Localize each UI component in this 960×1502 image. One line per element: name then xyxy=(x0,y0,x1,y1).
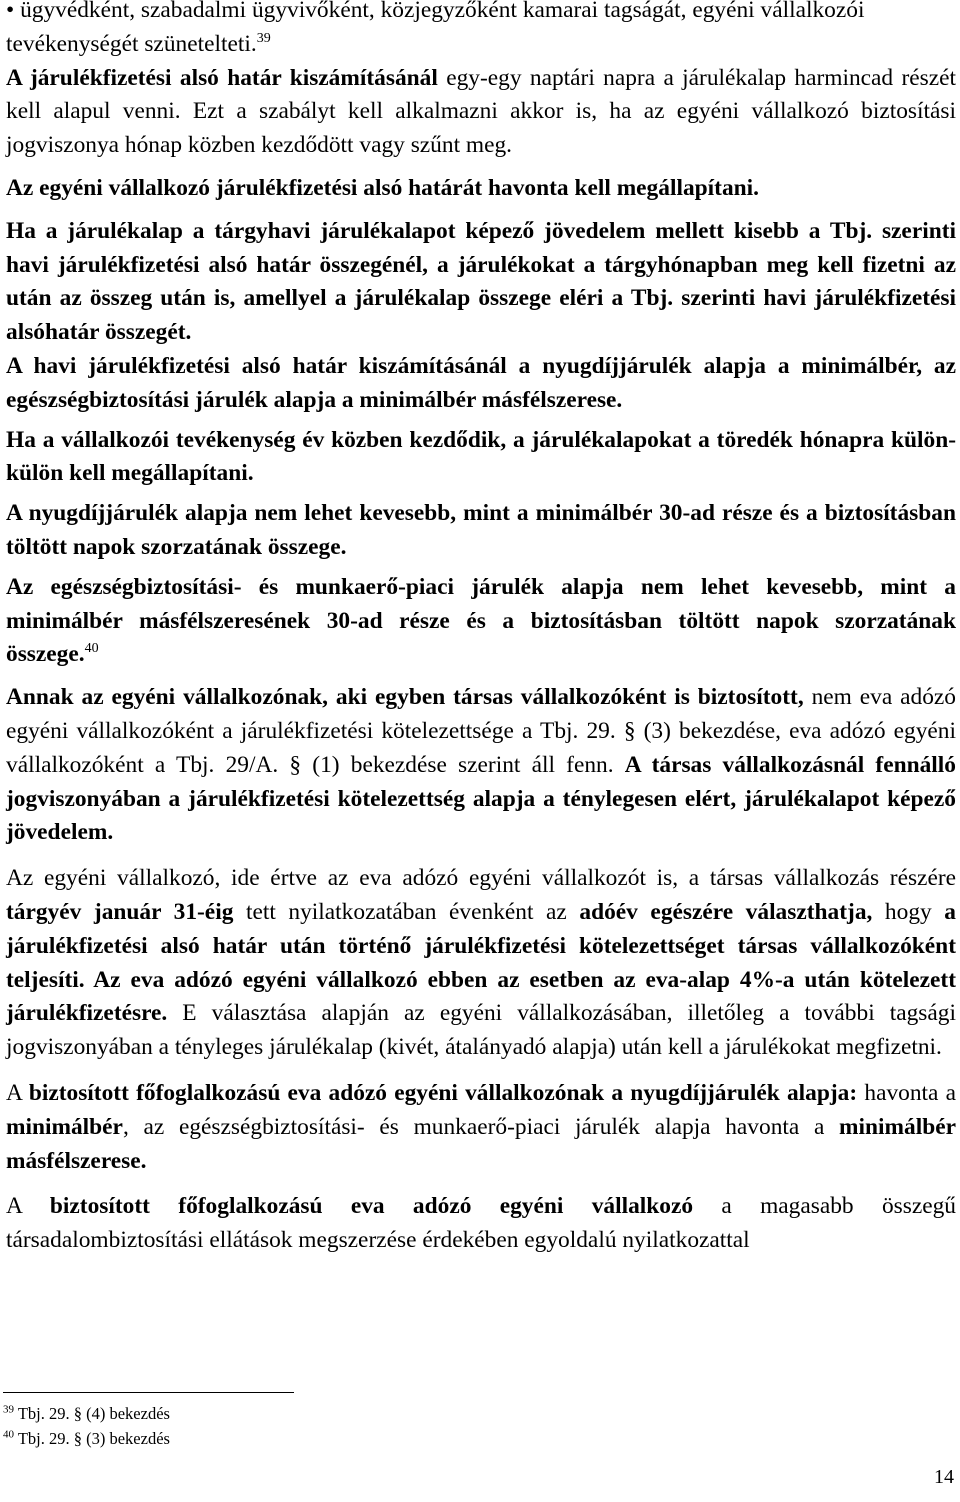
paragraph-eva-higher-benefits xyxy=(6,1190,956,1258)
paragraph-text: , az egészségbiztosítási- és munkaerő-piaci járulék alapja havonta a xyxy=(122,1113,840,1140)
paragraph-text: A xyxy=(6,1193,50,1220)
bold-paragraph: Az egyéni vállalkozó járulékfizetési alsó határát havonta kell megállapítani. xyxy=(6,174,759,201)
paragraph-midyear-start xyxy=(6,424,956,492)
main-text xyxy=(6,0,956,1258)
paragraph-text: havonta a xyxy=(857,1079,957,1106)
bold-phrase: biztosított főfoglalkozású eva adózó egyéni vállalkozónak a nyugdíjjárulék alapja: xyxy=(28,1079,858,1106)
footnote-ref-39: 39 xyxy=(256,31,271,46)
paragraph-pension-base xyxy=(6,497,956,565)
paragraph-joint-entrepreneur xyxy=(6,681,956,850)
bold-phrase: A társas vállalkozásnál fennálló jogviszonyában a járulékfizetési kötelezettség alapja a ténylegesen elért, járulékalapot képező jövedelem. xyxy=(6,751,956,846)
paragraph-text: Az egyéni vállalkozó, ide értve az eva adózó egyéni vállalkozót is, a társas vállalkozás részére xyxy=(6,865,956,892)
paragraph-eva-pension-base xyxy=(6,1077,956,1178)
footnote-number: 40 xyxy=(3,1428,14,1441)
paragraph-text: A xyxy=(6,1079,29,1106)
bullet-paragraph xyxy=(6,0,956,62)
paragraph-text: tett nyilatkozatában évenként az xyxy=(233,898,580,925)
footnote-text: Tbj. 29. § (3) bekezdés xyxy=(17,1429,170,1448)
bold-phrase: minimálbér xyxy=(6,1113,123,1140)
bold-paragraph: A havi járulékfizetési alsó határ kiszámításánál a nyugdíjjárulék alapja a minimálbér, az egészségbiztosítási járulék alapja a minimálbér másfélszerese. xyxy=(6,352,956,413)
page-number: 14 xyxy=(934,1466,954,1488)
paragraph-monthly-limit xyxy=(6,172,956,206)
paragraph-lower-limit-calc xyxy=(6,62,956,163)
bold-phrase: minimálbér másfélszerese. xyxy=(6,1113,956,1174)
footnote-ref-40: 40 xyxy=(84,641,99,657)
bullet-text: ügyvédként, szabadalmi ügyvivőként, közjegyzőként kamarai tagságát, egyéni vállalkozói tevékenységét szünetelteti. xyxy=(6,0,865,57)
bold-paragraph: Az egészségbiztosítási- és munkaerő-piaci járulék alapja nem lehet kevesebb, mint a minimálbér másfélszeresének 30-ad része és a biztosításban töltött napok szorzatának összege. xyxy=(6,573,956,668)
bold-phrase: A járulékfizetési alsó határ kiszámításánál xyxy=(6,64,438,91)
footnote-item xyxy=(3,1401,603,1426)
bold-phrase: a járulékfizetési alsó határ után történő járulékfizetési kötelezettséget társas vállalkozóként teljesíti. Az eva adózó egyéni vállalkozó ebben az esetben az eva-alap 4%-a után kötelezett járulékfizetésre. xyxy=(6,898,956,1027)
bullet-glyph: • xyxy=(6,0,15,23)
bold-phrase: adóév egészére választhatja, xyxy=(579,898,873,925)
paragraph-contribution-base xyxy=(6,215,956,350)
footnote-separator xyxy=(3,1392,294,1393)
paragraph-text: egy-egy naptári napra a járulékalap harmincad részét kell alapul venni. Ezt a szabályt kell alkalmazni akkor is, ha az egyéni vállalkozó biztosítási jogviszonya hónap közben kezdődött vagy szűnt meg. xyxy=(6,64,956,159)
paragraph-text: hogy xyxy=(872,898,945,925)
paragraph-text: E választása alapján az egyéni vállalkozásában, illetőleg a további tagsági jogviszonyában a tényleges járulékalap (kivét, átalányadó alapja) után kell a járulékokat megfizetni. xyxy=(6,1000,956,1061)
footnote-number: 39 xyxy=(3,1403,14,1416)
bold-paragraph: Ha a járulékalap a tárgyhavi járulékalapot képező jövedelem mellett kisebb a Tbj. szerinti havi járulékfizetési alsó határ összegénél, a járulékokat a tárgyhónapban meg kell fizetni az után az összeg után is, amellyel a járulékalap összege eléri a Tbj. szerinti havi járulékfizetési alsóhatár összegét. xyxy=(6,217,956,346)
paragraph-monthly-calc xyxy=(6,350,956,418)
bold-phrase: Annak az egyéni vállalkozónak, aki egyben társas vállalkozóként is biztosított, xyxy=(6,684,804,711)
paragraph-declaration xyxy=(6,862,956,1065)
footnotes xyxy=(3,1401,603,1451)
footnote-item xyxy=(3,1426,603,1451)
footnote-text: Tbj. 29. § (4) bekezdés xyxy=(17,1404,170,1423)
paragraph-text: a magasabb összegű társadalombiztosítási ellátások megszerzése érdekében egyoldalú nyilatkozattal xyxy=(6,1193,956,1254)
paragraph-health-base xyxy=(6,571,956,672)
bold-phrase: biztosított főfoglalkozású eva adózó egyéni vállalkozó xyxy=(49,1193,694,1220)
bold-phrase: tárgyév január 31-éig xyxy=(6,898,234,925)
paragraph-text: nem eva adózó egyéni vállalkozóként a járulékfizetési kötelezettsége a Tbj. 29. § (3) bekezdése, eva adózó egyéni vállalkozóként a Tbj. 29/A. § (1) bekezdése szerint áll fenn. xyxy=(6,684,957,778)
bold-paragraph: A nyugdíjjárulék alapja nem lehet kevesebb, mint a minimálbér 30-ad része és a biztosításban töltött napok szorzatának összege. xyxy=(6,500,956,560)
bold-paragraph: Ha a vállalkozói tevékenység év közben kezdődik, a járulékalapokat a töredék hónapra külön-külön kell megállapítani. xyxy=(6,426,956,487)
